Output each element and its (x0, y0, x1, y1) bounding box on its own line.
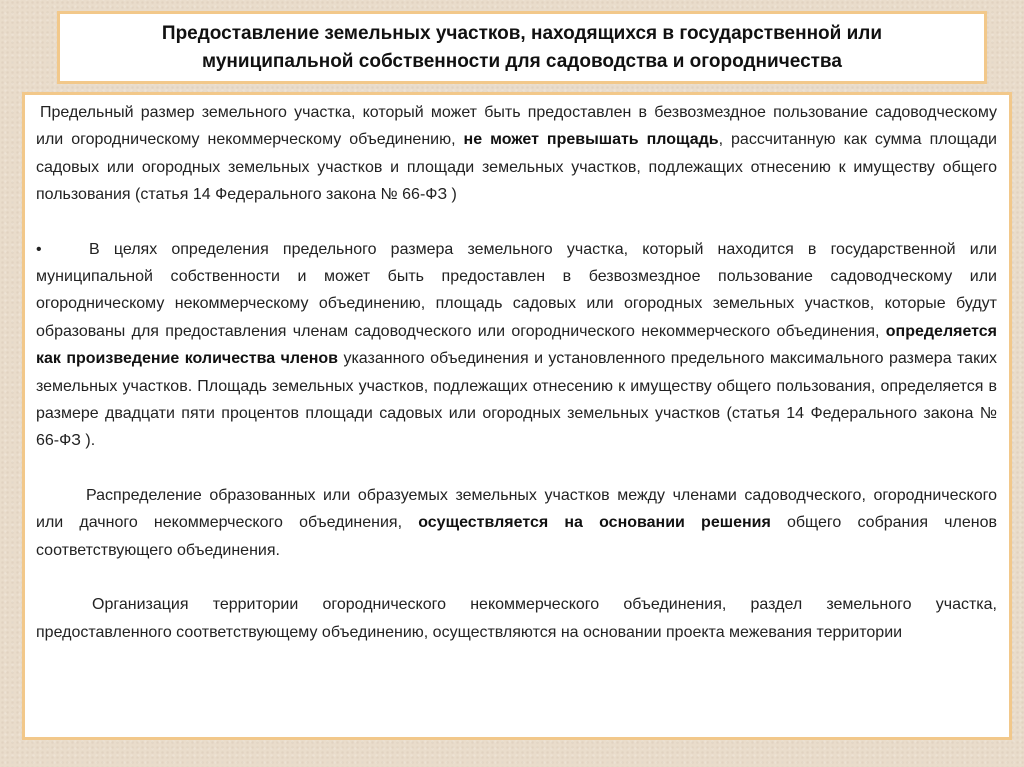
paragraph-max-area (36, 99, 997, 209)
paragraph-2-text-end: указанного объединения и установленного предельного максимального размера таких земельных участков. Площадь земельных участков, подлежащих отнесению к имуществу общего пользования, определяется в размере двадцати пяти процентов площади садовых или огородных земельных участков (статья 14 Федерального закона № 66-ФЗ ). (36, 350, 998, 450)
content-box (22, 92, 1012, 740)
paragraph-3-text-start: Распределение образованных или образуемых земельных участков между членами садоводческого, огороднического или дачного некоммерческого объединения, (36, 486, 997, 532)
paragraph-1-text-end: , рассчитанную как сумма площади садовых или огородных земельных участков и площади земельных участков, подлежащих отнесению к имуществу общего пользования (статья 14 Федерального закона № 66-ФЗ ) (36, 131, 997, 204)
paragraph-3-text-end: общего собрания членов соответствующего объединения. (36, 514, 997, 559)
paragraph-area-calculation (36, 236, 997, 455)
slide-title (142, 20, 902, 76)
paragraph-2-text-start: В целях определения предельного размера земельного участка, который находится в государственной или муниципальной собственности и может быть предоставлен в безвозмездное пользование садоводческому или огородническому некоммерческому объединению, площадь садовых или огородных земельных участков, которые будут образованы для предоставления членам садоводческого или огороднического некоммерческого объединения, (36, 240, 997, 340)
paragraph-4-text: Организация территории огороднического некоммерческого объединения, раздел земельного участка, предоставленного соответствующему объединению, осуществляются на основании проекта межевания территории (36, 596, 997, 641)
bullet-marker: • (36, 240, 42, 258)
paragraph-spacer (36, 455, 997, 482)
title-line-1: Предоставление земельных участков, находящихся в государственной или (161, 22, 883, 44)
title-line-2: муниципальной собственности для садоводства и огородничества (202, 50, 842, 72)
paragraph-1-text-start: Предельный размер земельного участка, который может быть предоставлен в безвозмездное пользование садоводческому или огородническому некоммерческому объединению, (36, 104, 997, 149)
paragraph-2-emphasis: определяется как произведение количества членов (36, 322, 997, 368)
paragraph-3-emphasis: осуществляется на основании решения (418, 514, 771, 532)
paragraph-territory-organization (36, 591, 997, 646)
paragraph-1-emphasis: не может превышать площадь (463, 131, 719, 149)
paragraph-spacer (36, 564, 997, 591)
paragraph-distribution (36, 482, 997, 564)
title-box (57, 11, 987, 84)
paragraph-spacer (36, 209, 997, 236)
